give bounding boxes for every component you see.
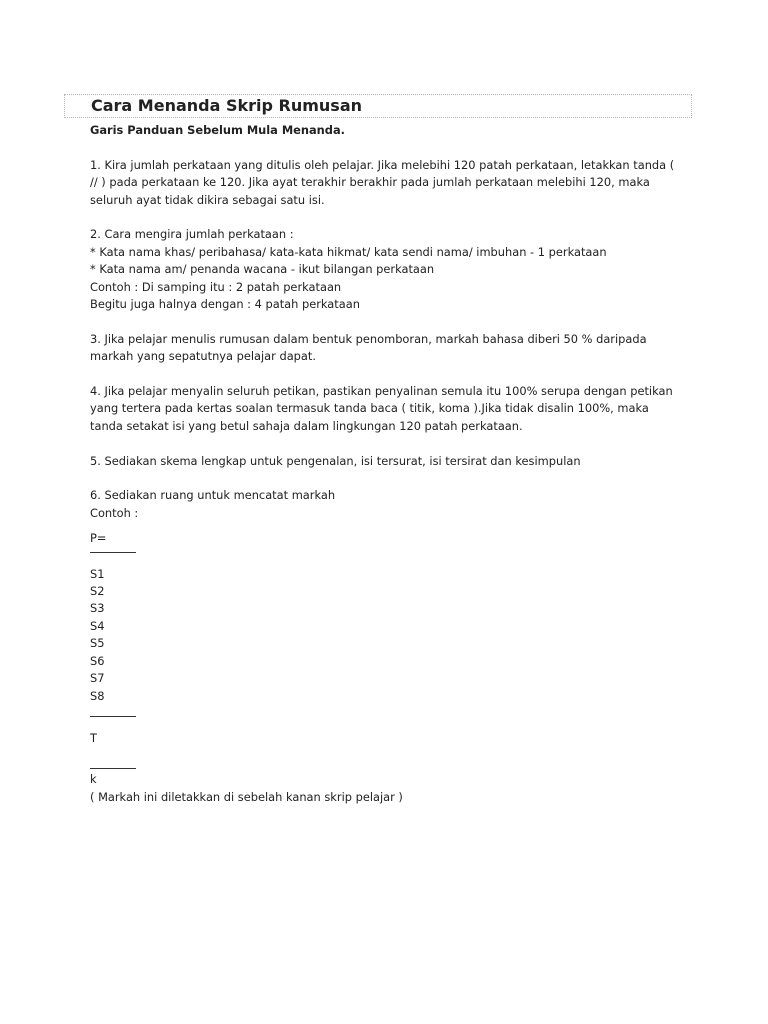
mark-note: ( Markah ini diletakkan di sebelah kanan skrip pelajar ): [90, 789, 403, 804]
s-item: S7: [90, 671, 105, 686]
p-label: P=: [90, 531, 107, 546]
divider-line: [90, 768, 136, 769]
s-item: S4: [90, 618, 105, 633]
guideline-2-line: Contoh : Di samping itu : 2 patah perkataan: [90, 279, 342, 294]
guideline-1-line: seluruh ayat tidak dikira sebagai satu isi.: [90, 192, 325, 207]
subtitle: Garis Panduan Sebelum Mula Menanda.: [90, 123, 345, 137]
guideline-3-line: 3. Jika pelajar menulis rumusan dalam bentuk penomboran, markah bahasa diberi 50 % daripada: [90, 331, 647, 346]
guideline-4: [90, 383, 700, 435]
s-item: S6: [90, 653, 105, 668]
guideline-6-line: Contoh :: [90, 505, 139, 520]
guideline-1-line: // ) pada perkataan ke 120. Jika ayat terakhir berakhir pada jumlah perkataan melebihi 120, maka: [90, 175, 650, 190]
guideline-6: [90, 487, 700, 522]
guideline-3-line: markah yang sepatutnya pelajar dapat.: [90, 349, 316, 364]
divider-line: [90, 552, 136, 553]
guideline-5: [90, 453, 700, 470]
guideline-2-line: 2. Cara mengira jumlah perkataan :: [90, 227, 294, 242]
s-item: S2: [90, 584, 105, 599]
guideline-1: [90, 157, 700, 209]
guideline-5-line: 5. Sediakan skema lengkap untuk pengenalan, isi tersurat, isi tersirat dan kesimpulan: [90, 453, 581, 468]
document-body: [90, 122, 700, 806]
guideline-2: [90, 226, 700, 313]
mark-example: [90, 530, 700, 806]
guideline-4-line: 4. Jika pelajar menyalin seluruh petikan, pastikan penyalinan semula itu 100% serupa dengan petikan: [90, 384, 673, 399]
title-box: [64, 94, 692, 118]
guideline-2-line: Begitu juga halnya dengan : 4 patah perkataan: [90, 297, 360, 312]
s-item: S8: [90, 688, 105, 703]
page-title: Cara Menanda Skrip Rumusan: [91, 96, 363, 115]
divider-line: [90, 716, 136, 717]
s-item: S5: [90, 636, 105, 651]
guideline-2-line: * Kata nama am/ penanda wacana - ikut bilangan perkataan: [90, 262, 435, 277]
guideline-1-line: 1. Kira jumlah perkataan yang ditulis oleh pelajar. Jika melebihi 120 patah perkataan, letakkan tanda (: [90, 157, 675, 172]
guideline-3: [90, 331, 700, 366]
guideline-2-line: * Kata nama khas/ peribahasa/ kata-kata hikmat/ kata sendi nama/ imbuhan - 1 perkataan: [90, 244, 607, 259]
guideline-4-line: yang tertera pada kertas soalan termasuk tanda baca ( titik, koma ).Jika tidak disalin 100%, maka: [90, 401, 649, 416]
t-label: T: [90, 730, 97, 745]
s-item: S3: [90, 601, 105, 616]
k-label: k: [90, 772, 97, 787]
guideline-4-line: tanda setakat isi yang betul sahaja dalam lingkungan 120 patah perkataan.: [90, 418, 523, 433]
s-item: S1: [90, 566, 105, 581]
guideline-6-line: 6. Sediakan ruang untuk mencatat markah: [90, 488, 336, 503]
